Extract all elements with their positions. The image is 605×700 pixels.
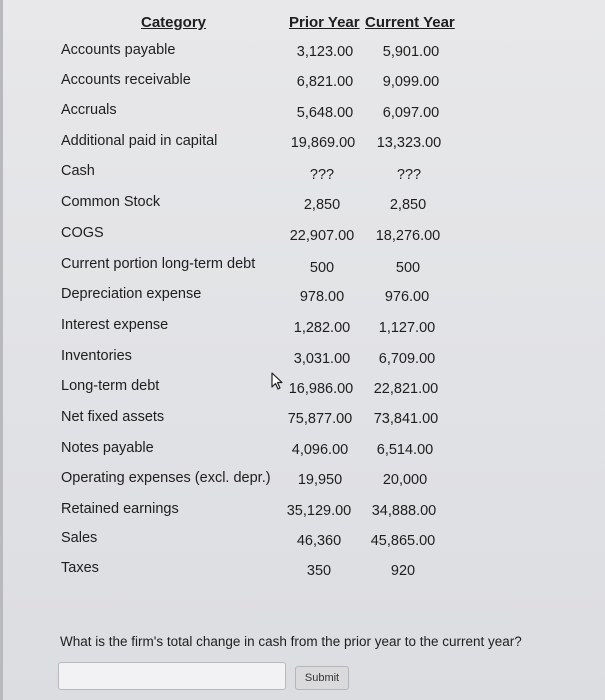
prior-value: 46,360 bbox=[296, 533, 342, 549]
header-category: Category bbox=[141, 14, 207, 31]
screen-edge bbox=[0, 0, 3, 700]
submit-button[interactable]: Submit bbox=[295, 666, 349, 690]
row-label: Cash bbox=[61, 163, 95, 179]
row-label: Accruals bbox=[61, 102, 117, 118]
prior-value: 75,877.00 bbox=[287, 411, 353, 427]
answer-input[interactable] bbox=[58, 662, 286, 690]
current-value: 920 bbox=[390, 563, 416, 579]
prior-value: 16,986.00 bbox=[288, 381, 354, 397]
row-label: Taxes bbox=[61, 560, 99, 576]
prior-value: 5,648.00 bbox=[296, 105, 354, 121]
current-value: 18,276.00 bbox=[375, 228, 441, 244]
current-value: 9,099.00 bbox=[382, 74, 440, 90]
prior-value: 19,869.00 bbox=[290, 135, 356, 151]
current-value: 5,901.00 bbox=[382, 44, 440, 60]
row-label: Accounts payable bbox=[61, 42, 176, 58]
prior-value: 4,096.00 bbox=[291, 442, 349, 458]
current-value: 6,514.00 bbox=[376, 442, 434, 458]
prior-value: 2,850 bbox=[303, 197, 341, 213]
row-label: Retained earnings bbox=[61, 501, 179, 517]
row-label: Interest expense bbox=[61, 317, 169, 333]
row-label: Common Stock bbox=[61, 194, 161, 210]
current-value: 6,709.00 bbox=[378, 351, 436, 367]
prior-value: 500 bbox=[309, 260, 335, 276]
current-value: ??? bbox=[396, 167, 422, 183]
current-value: 22,821.00 bbox=[373, 381, 439, 397]
question-text: What is the firm's total change in cash from the prior year to the current year? bbox=[60, 634, 522, 649]
current-value: 500 bbox=[395, 260, 421, 276]
current-value: 45,865.00 bbox=[370, 533, 436, 549]
prior-value: 19,950 bbox=[297, 472, 343, 488]
current-value: 13,323.00 bbox=[376, 135, 442, 151]
row-label: Current portion long-term debt bbox=[61, 256, 256, 272]
prior-value: 978.00 bbox=[299, 289, 345, 305]
header-current-year: Current Year bbox=[365, 14, 455, 31]
row-label: Notes payable bbox=[61, 440, 154, 456]
prior-value: 6,821.00 bbox=[296, 74, 354, 90]
current-value: 34,888.00 bbox=[371, 503, 437, 519]
prior-value: 22,907.00 bbox=[289, 228, 355, 244]
prior-value: 1,282.00 bbox=[293, 320, 351, 336]
prior-value: 350 bbox=[306, 563, 332, 579]
current-value: 1,127.00 bbox=[378, 320, 436, 336]
current-value: 6,097.00 bbox=[382, 105, 440, 121]
row-label: Sales bbox=[61, 530, 98, 546]
row-label: Inventories bbox=[61, 348, 132, 364]
prior-value: ??? bbox=[309, 167, 335, 183]
row-label: Depreciation expense bbox=[61, 286, 202, 302]
row-label: Additional paid in capital bbox=[61, 133, 218, 149]
current-value: 73,841.00 bbox=[373, 411, 439, 427]
current-value: 20,000 bbox=[382, 472, 428, 488]
row-label: COGS bbox=[61, 225, 104, 241]
row-label: Operating expenses (excl. depr.) bbox=[61, 470, 271, 486]
prior-value: 3,123.00 bbox=[296, 44, 354, 60]
prior-value: 3,031.00 bbox=[293, 351, 351, 367]
row-label: Net fixed assets bbox=[61, 409, 165, 425]
cursor-arrow-icon bbox=[270, 372, 284, 397]
current-value: 976.00 bbox=[384, 289, 430, 305]
row-label: Long-term debt bbox=[61, 378, 160, 394]
current-value: 2,850 bbox=[389, 197, 427, 213]
prior-value: 35,129.00 bbox=[286, 503, 352, 519]
row-label: Accounts receivable bbox=[61, 72, 191, 88]
header-prior-year: Prior Year bbox=[289, 14, 360, 31]
